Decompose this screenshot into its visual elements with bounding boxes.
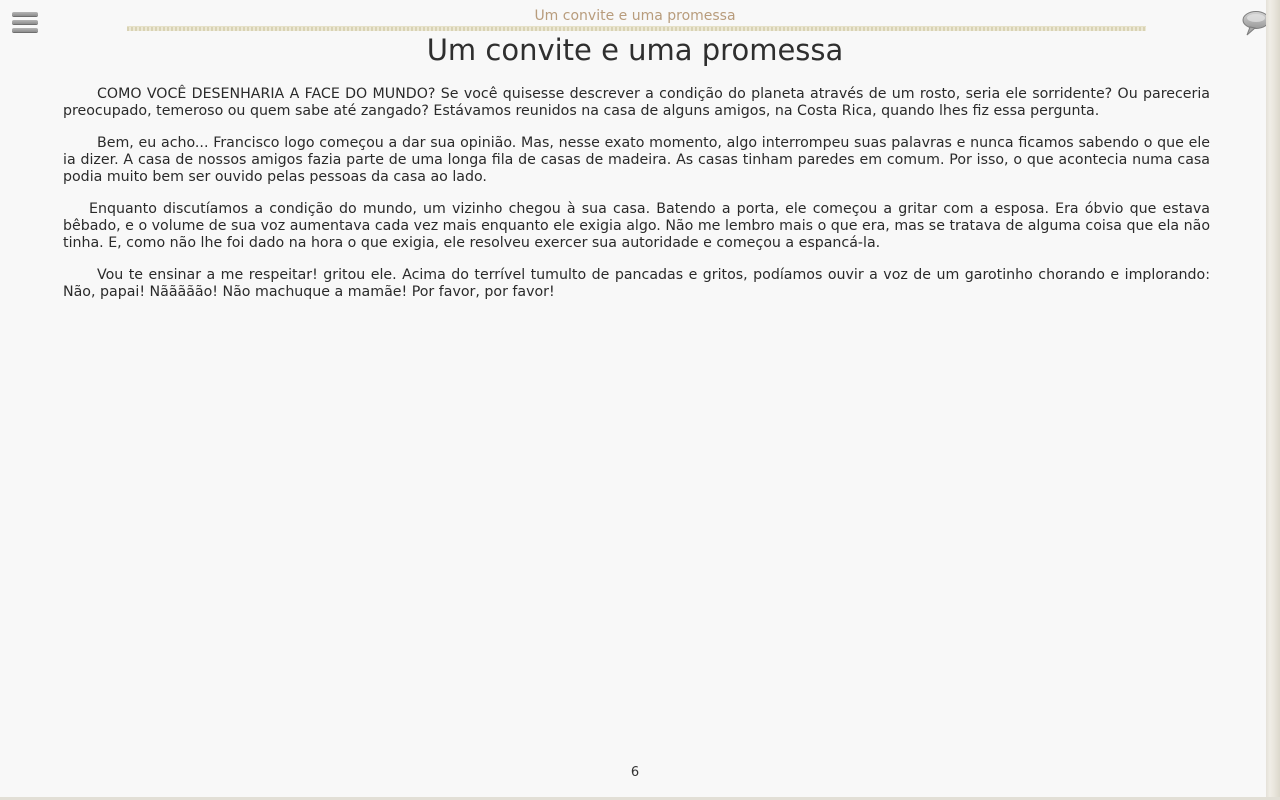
chapter-body xyxy=(63,86,1210,316)
running-header-title: Um convite e uma promessa xyxy=(534,8,736,24)
paragraph: COMO VOCÊ DESENHARIA A FACE DO MUNDO? Se você quisesse descrever a condição do planeta através de um rosto, seria ele sorridente? Ou pareceria preocupado, temeroso ou quem sabe até zangado? Estávamos reunidos na casa de alguns amigos, na Costa Rica, quando lhes fiz essa pergunta. xyxy=(63,86,1210,119)
paragraph: Bem, eu acho... Francisco logo começou a dar sua opinião. Mas, nesse exato momento, algo interrompeu suas palavras e nunca ficamos sabendo o que ele ia dizer. A casa de nossos amigos fazia parte de uma longa fila de casas de madeira. As casas tinham paredes em comum. Por isso, o que acontecia numa casa podia muito bem ser ouvido pelas pessoas da casa ao lado. xyxy=(63,135,1210,185)
chapter-title: Um convite e uma promessa xyxy=(426,33,844,67)
paragraph: Enquanto discutíamos a condição do mundo, um vizinho chegou à sua casa. Batendo a porta, ele começou a gritar com a esposa. Era óbvio que estava bêbado, e o volume de sua voz aumentava cada vez mais enquanto ele exigia algo. Não me lembro mais o que era, mas se tratava de alguma coisa que ela não tinha. E, como não lhe foi dado na hora o que exigia, ele resolveu exercer sua autoridade e começou a espancá-la. xyxy=(63,201,1210,251)
paragraph: Vou te ensinar a me respeitar! gritou ele. Acima do terrível tumulto de pancadas e gritos, podíamos ouvir a voz de um garotinho chorando e implorando: Não, papai! Nããããão! Não machuque a mamãe! Por favor, por favor! xyxy=(63,267,1210,300)
page-number: 6 xyxy=(630,765,640,780)
book-page-edge xyxy=(1266,0,1280,800)
